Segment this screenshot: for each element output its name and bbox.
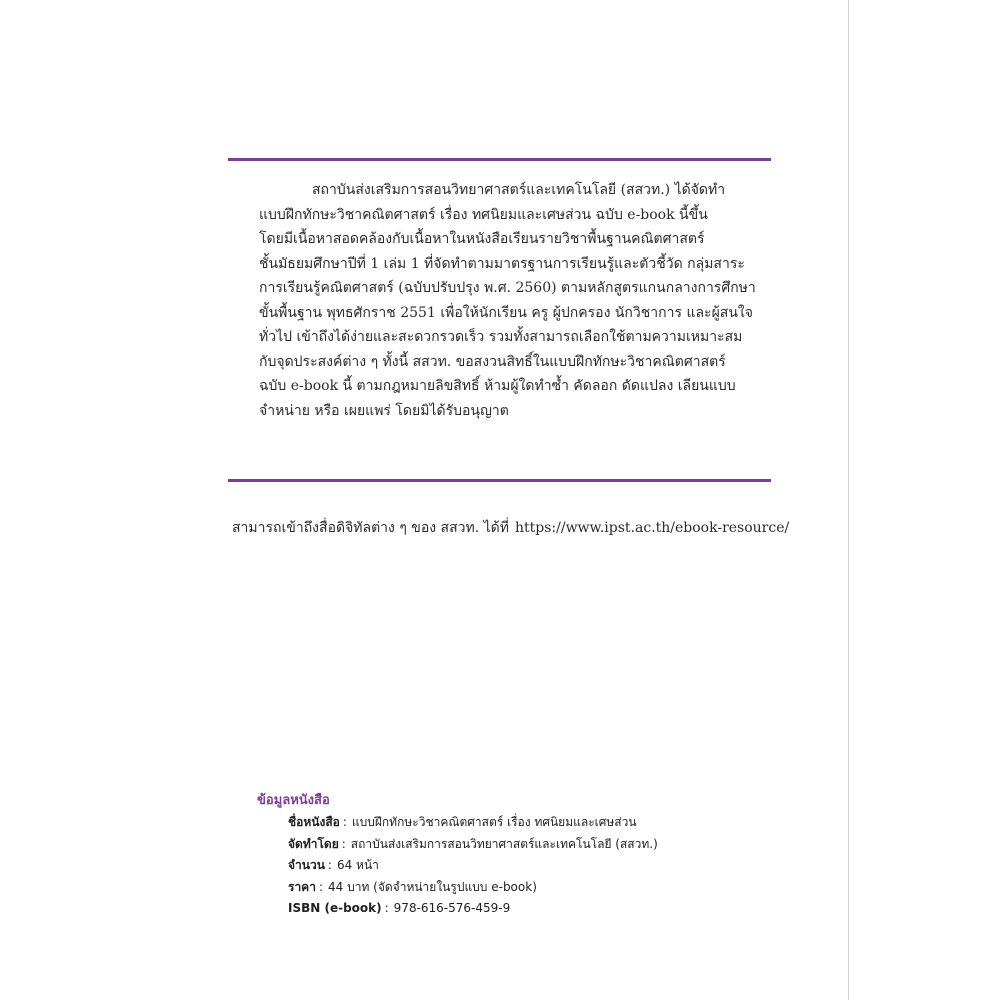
row-label: ISBN (e-book) [288,901,382,915]
book-info-row-price: ราคา : 44 บาท (จัดจำหน่ายในรูปแบบ e-book) [288,879,537,894]
page-edge-divider [848,0,849,1000]
row-value: 44 บาท (จัดจำหน่ายในรูปแบบ e-book) [328,879,537,894]
statement-line: แบบฝึกทักษะวิชาคณิตศาสตร์ เรื่อง ทศนิยมและเศษส่วน ฉบับ e-book นี้ขึ้น [259,206,708,223]
statement-line: กับจุดประสงค์ต่าง ๆ ทั้งนี้ สสวท. ขอสงวนสิทธิ์ในแบบฝึกทักษะวิชาคณิตศาสตร์ [259,353,726,370]
statement-line: การเรียนรู้คณิตศาสตร์ (ฉบับปรับปรุง พ.ศ. 2560) ตามหลักสูตรแกนกลางการศึกษา [259,280,756,296]
statement-line: ขั้นพื้นฐาน พุทธศักราช 2551 เพื่อให้นักเรียน ครู ผู้ปกครอง นักวิชาการ และผู้สนใจ [259,304,753,321]
statement-line: จำหน่าย หรือ เผยแพร่ โดยมิได้รับอนุญาต [259,402,509,419]
book-info-section [257,790,658,920]
statement-line: ทั่วไป เข้าถึงได้ง่ายและสะดวกรวดเร็ว รวมทั้งสามารถเลือกใช้ตามความเหมาะสม [259,329,743,345]
statement-line: ชั้นมัธยมศึกษาปีที่ 1 เล่ม 1 ที่จัดทำตามมาตรฐานการเรียนรู้และตัวชี้วัด กลุ่มสาระ [259,255,745,272]
top-rule [228,158,771,161]
book-info-heading: ข้อมูลหนังสือ [257,793,330,808]
row-label: ชื่อหนังสือ [288,815,340,829]
statement-line: ฉบับ e-book นี้ ตามกฎหมายลิขสิทธิ์ ห้ามผู้ใดทำซ้ำ คัดลอก ดัดแปลง เลียนแบบ [259,378,736,394]
row-label: จัดทำโดย [288,836,339,851]
statement-line: สถาบันส่งเสริมการสอนวิทยาศาสตร์และเทคโนโลยี (สสวท.) ได้จัดทำ [312,182,726,198]
access-text: สามารถเข้าถึงสื่อดิจิทัลต่าง ๆ ของ สสวท. ได้ที่ [232,520,509,536]
digital-access-note [232,516,790,540]
row-value: 64 หน้า [336,858,379,872]
statement-line: โดยมีเนื้อหาสอดคล้องกับเนื้อหาในหนังสือเรียนรายวิชาพื้นฐานคณิตศาสตร์ [259,231,705,247]
book-info-row-title: ชื่อหนังสือ : แบบฝึกทักษะวิชาคณิตศาสตร์ เรื่อง ทศนิยมและเศษส่วน [288,815,637,829]
row-label: จำนวน [288,858,325,872]
row-value: 978-616-576-459-9 [393,901,511,915]
book-info-row-pages: จำนวน : 64 หน้า [288,858,379,872]
bottom-rule [228,479,771,482]
row-label: ราคา [288,879,316,894]
book-info-row-publisher: จัดทำโดย : สถาบันส่งเสริมการสอนวิทยาศาสตร์และเทคโนโลยี (สสวท.) [288,836,658,851]
row-value: แบบฝึกทักษะวิชาคณิตศาสตร์ เรื่อง ทศนิยมและเศษส่วน [351,815,637,829]
row-value: สถาบันส่งเสริมการสอนวิทยาศาสตร์และเทคโนโลยี (สสวท.) [350,836,658,851]
copyright-statement [259,178,771,423]
book-info-row-isbn: ISBN (e-book) : 978-616-576-459-9 [288,901,511,915]
book-info-rows [288,812,658,920]
resource-link[interactable]: https://www.ipst.ac.th/ebook-resource/ [515,520,790,536]
